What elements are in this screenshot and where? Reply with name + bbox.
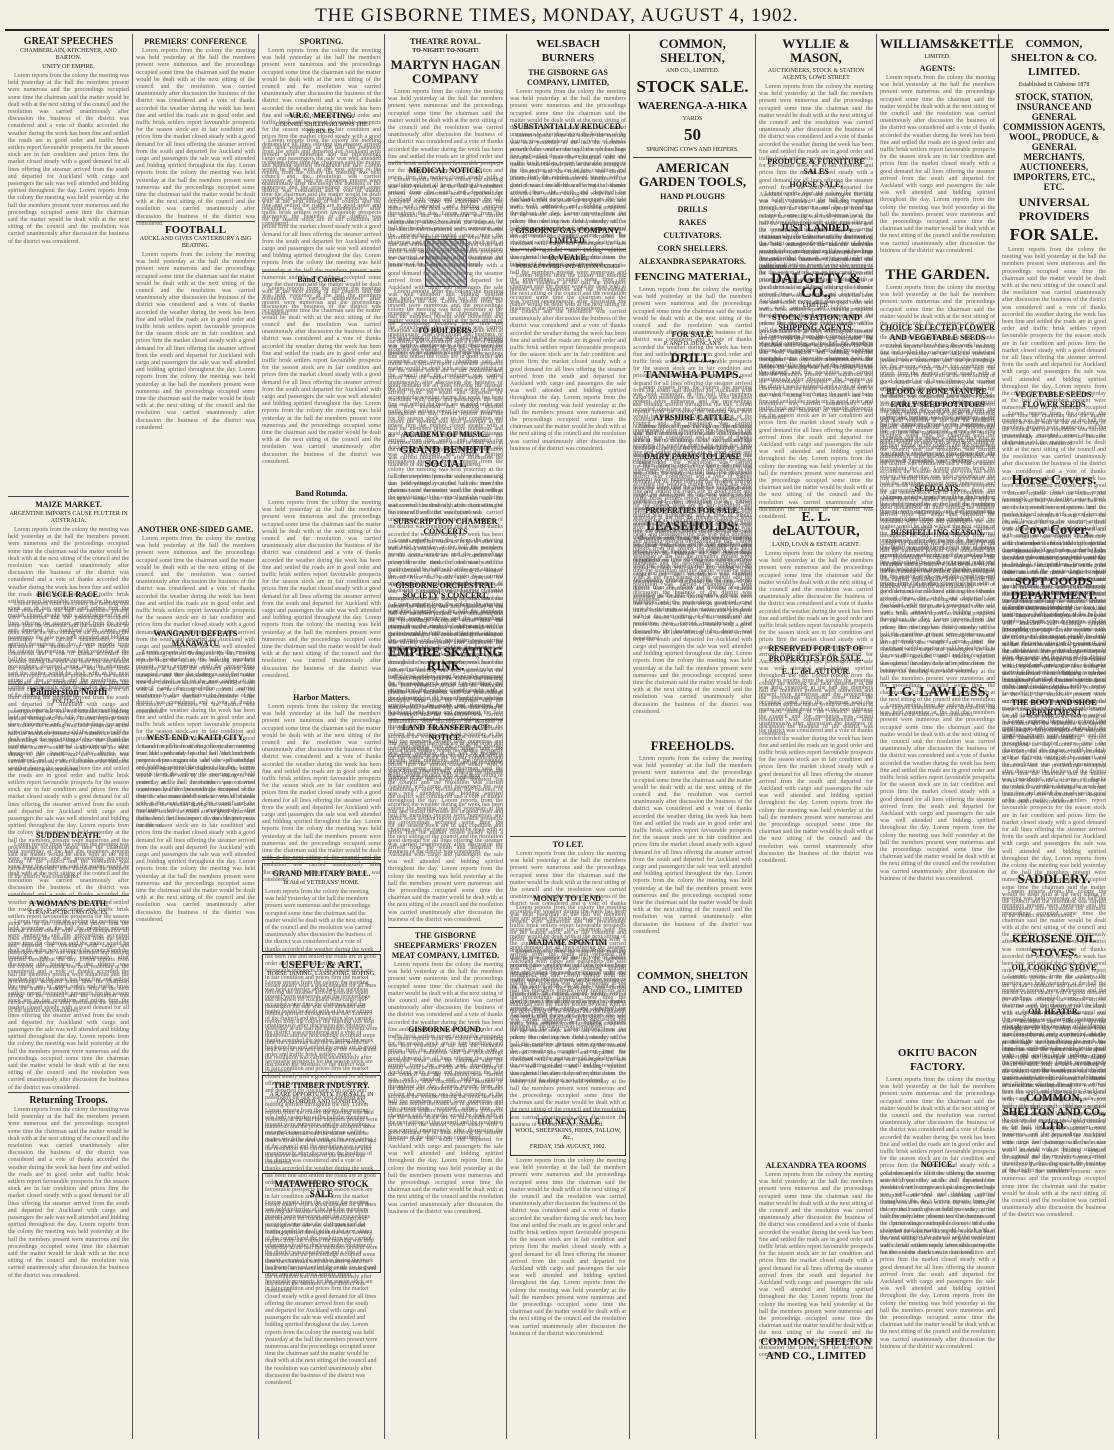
property-list: [880, 703, 995, 1043]
headline-great-speeches: GREAT SPEECHES: [23, 36, 114, 47]
headline-agents: AGENTS:: [919, 64, 956, 73]
ad-matawhero: [262, 1173, 381, 1273]
column-9: [999, 34, 1109, 1439]
headline-dairy-farms: DAIRY FARMS TO LEASE: [644, 452, 741, 461]
ad-body: [633, 385, 752, 410]
article-body: [262, 500, 381, 690]
ad-body: [880, 495, 995, 525]
ad-body: [510, 133, 626, 223]
ad-body: [510, 905, 626, 935]
article-body: [136, 536, 255, 626]
headline-band-contest: Band Contest.: [297, 275, 346, 284]
headline-corn-shellers: CORN SHELLERS.: [657, 244, 728, 253]
headline-welsbach: WELSBACH BURNERS: [536, 38, 600, 64]
headline-ayrshire: AYRSHIRE CATTLE.: [653, 413, 732, 422]
classifieds: [510, 1158, 626, 1218]
headline-orchestral: GISBORNE ORCHESTRAL SOCIETY'S CONCERT,: [395, 581, 496, 600]
headline-band-rotunda: Band Rotunda.: [295, 489, 348, 498]
ad-body: [880, 344, 995, 384]
ad-subtitle: In Aid of VETERANS' HOME.: [283, 880, 360, 886]
ad-body: [510, 89, 626, 119]
column-8: [877, 34, 1014, 1439]
column-1: [5, 34, 133, 1439]
ad-subtitle: WOOL, SHEEPSKINS, HIDES, TALLOW, &c.,: [514, 1128, 622, 1141]
headline-palmerston-north: Palmerston North: [30, 687, 107, 698]
property-list: [633, 756, 752, 966]
garden-item: CULTIVATORS.: [663, 231, 722, 240]
ad-body: [633, 424, 752, 449]
headline-delautour-2: E. L. deLAUTOUR.: [781, 667, 851, 676]
article-body: [8, 73, 129, 493]
headline-produce-sales: PRODUCE & FURNITURE SALES: [767, 157, 865, 176]
subhead: THE GISBORNE GAS COMPANY, LIMITED,: [526, 68, 609, 87]
ad-title: MATAWHERO STOCK SALE: [274, 1179, 369, 1199]
ad-body: [388, 962, 503, 1022]
ad-body: [880, 411, 995, 481]
headline-harbor-matters: Harbor Matters.: [293, 693, 350, 702]
property-list: [759, 678, 873, 1158]
garden-item: RAKES: [678, 218, 707, 227]
headline-west-end: WEST END v. KAITI CITY.: [146, 733, 245, 742]
subhead: STRANGE CIRCUMSTANCES.: [28, 910, 109, 916]
headline-seed-oats: SEED OATS.: [914, 484, 961, 493]
headline-fifty: 50: [684, 125, 701, 144]
ad-body: [880, 1077, 995, 1157]
headline-to-builders: TO BUILDERS.: [417, 326, 474, 335]
subhead: LIMITED.: [924, 54, 951, 60]
ad-body: [388, 177, 503, 237]
article-body: [8, 601, 129, 681]
ad-body: [633, 463, 752, 503]
article-body: [8, 919, 129, 1089]
headline-blood-bone: BLOOD & BONE MANURE.: [886, 387, 989, 396]
headline-martyn-hagan: MARTYN HAGAN COMPANY: [390, 57, 501, 86]
column-3: [259, 34, 385, 1439]
column-7: [756, 34, 877, 1439]
headline-land-transfer: LAND TRANSFER ACT NOTICE.: [402, 723, 489, 742]
ad-timber-industry: [262, 1075, 381, 1171]
garden-item: HAND PLOUGHS: [660, 192, 725, 201]
headline-for-sale: FOR SALE.: [671, 330, 714, 339]
ad-title: THE TIMBER INDUSTRY.: [273, 1081, 370, 1090]
headline-kerosene: KEROSENE OIL STOVES.: [1011, 933, 1097, 959]
headline-dalgety: DALGETY & CO.,: [771, 271, 861, 301]
ad-body: [759, 191, 873, 221]
ad-subtitle: A RARE OPPORTUNITY. FOR SALE, IN GOOD ORDER AND CONDITION,: [269, 1092, 374, 1105]
ad-body: [388, 337, 503, 427]
subhead: LAND, LOAN & ESTATE AGENT.: [772, 542, 860, 548]
headline-madame-spontini: MADAME SPONTINI: [528, 938, 608, 947]
subhead: YARDS: [682, 116, 703, 122]
headline-academy: ACADEMY OF MUSIC.: [403, 430, 488, 439]
ad-body: [759, 334, 873, 504]
ad-body: [759, 551, 873, 641]
article-body: [136, 48, 255, 218]
article-body: [136, 744, 255, 1404]
headline-taniwha: TANIWHA PUMPS.: [644, 369, 741, 381]
headline-boot-shoe: THE BOOT AND SHOE DEPARTMENT: [1011, 698, 1097, 717]
headline-waerenga: WAERENGA-A-HIKA: [637, 100, 748, 112]
subhead: Established in Gisborne 1878: [1018, 82, 1090, 88]
article-body: [8, 842, 129, 892]
headline-tea-rooms: ALEXANDRA TEA ROOMS: [765, 1161, 867, 1170]
property-list: [633, 536, 752, 736]
headline-drill: DRILL,: [670, 350, 715, 365]
article-body: [262, 286, 381, 486]
headline-sudden-death: SUDDEN DEATH.: [36, 831, 101, 840]
ad-body: [759, 1172, 873, 1332]
article-body: [8, 1107, 129, 1357]
headline-common-shelton: COMMON, SHELTON,: [659, 36, 726, 65]
headline-money-to-lend: MONEY TO LEND.: [533, 894, 603, 903]
ad-body: [388, 89, 503, 159]
headline-skating-rink: EMPIRE SKATING RINK.: [388, 644, 503, 673]
headline-gas-company: GISBORNE GAS COMPANY, LIMITED.: [515, 226, 621, 245]
headline-soft-goods: SOFT GOODS DEPARTMENT.: [1010, 574, 1098, 602]
headline-veale: O. VEALE,: [548, 253, 588, 262]
headline-cooking-stove: OIL COOKING STOVE: [1011, 963, 1097, 972]
column-5: [507, 34, 630, 1439]
headline-seed-potatoes: EARLY SEED POTATOES: [890, 400, 985, 409]
footer-common-shelton: COMMON, SHELTON AND CO., LIMITED: [760, 1336, 872, 1362]
headline-oil-heater: OIL HEATER.: [1028, 1007, 1080, 1016]
ad-date: FRIDAY, 15th AUGUST, 1902.: [529, 1144, 607, 1150]
headline-cow-cover: Cow Cover,: [1019, 523, 1089, 538]
headline-williams-kettle: WILLIAMS&KETTLE: [880, 36, 1014, 51]
headline-chamber-concerts: SUBSCRIPTION CHAMBER CONCERTS: [393, 517, 498, 536]
headline-horse-sale: HORSE SALE,: [789, 180, 843, 189]
headline-reserved: RESERVED FOR LIST OF PROPERTIES FOR SALE.: [768, 644, 864, 663]
article-body: [136, 252, 255, 522]
ad-body: [1002, 247, 1106, 387]
headline-wyllie-mason: WYLLIE & MASON,: [782, 36, 850, 65]
headline-for-sale-right: FOR SALE.: [1009, 225, 1099, 244]
headline-bicycle-race: BICYCLE RACE.: [36, 590, 101, 599]
ad-body: [759, 235, 873, 265]
subhead: STOCK, STATION, AND SHIPPING AGENTS.: [772, 313, 860, 332]
subhead: UNITY OF EMPIRE.: [42, 64, 95, 70]
ad-title: USEFUL & ART.: [280, 959, 363, 971]
ad-body: [388, 1036, 503, 1146]
ad-title: THE NEXT SALE: [536, 1117, 600, 1126]
headline-maize-market: MAIZE MARKET.: [35, 500, 102, 509]
subhead: POLITICAL.: [52, 699, 85, 705]
subhead: CHAMBERLAIN, KITCHENER, AND BARTON.: [20, 48, 117, 61]
subhead: P. AND D. DUNCAN'S: [663, 341, 722, 347]
headline-fencing: FENCING MATERIAL,: [634, 271, 751, 283]
headline-womans-death: A WOMAN'S DEATH.: [28, 899, 109, 908]
article-body: [262, 704, 381, 854]
subhead: AND CO., LIMITED.: [665, 68, 720, 74]
headline-common-shelton-right: COMMON, SHELTON & CO. LIMITED.: [1011, 38, 1097, 78]
ad-body: [1002, 719, 1106, 869]
ad-body: [388, 474, 503, 514]
article-body: [262, 48, 381, 108]
footer-common-shelton-right: COMMON, SHELTON AND CO., LTD.: [1002, 1092, 1106, 1132]
headline-wanganui: WANGANUI DEFEATS MANAWATU: [153, 629, 238, 648]
article-body: [136, 650, 255, 730]
classifieds: [510, 273, 626, 833]
headline-reduced: SUBSTANTIALLY REDUCED.: [513, 122, 623, 131]
ad-body: [1002, 491, 1106, 521]
headline-properties: PROPERTIES FOR SALE.: [645, 506, 740, 515]
ad-body: [388, 538, 503, 578]
subhead: SPRINGING COWS AND HEIFERS.: [646, 147, 739, 153]
headline-frozen-meat: THE GISBORNE SHEEPFARMERS' FROZEN MEAT COMPANY, LIMITED.: [391, 931, 500, 960]
subhead: LIMITED.: [802, 303, 830, 309]
ad-body: [388, 744, 503, 924]
subhead: AUCTIONEERS, STOCK & STATION AGENTS, LOWE STREET: [767, 68, 865, 81]
headline-agents-merchants: STOCK, STATION, INSURANCE AND GENERAL COMMISSION AGENTS, WOOL, PRODUCE, & GENERAL MERCHANTS, AUCTIONEERS, IMPORTERS, ETC., ETC.: [1002, 92, 1106, 192]
columns: [5, 34, 1109, 1439]
ad-body: [759, 84, 873, 154]
ad-body: [1002, 1018, 1106, 1088]
headline-okitu: OKITU BACON FACTORY.: [897, 1047, 978, 1073]
headline-stock-sale: STOCK SALE.: [636, 77, 749, 96]
headline-premiers-conference: PREMIERS' CONFERENCE: [144, 37, 247, 46]
headline-saddlery: SADDLERY.: [1017, 871, 1091, 886]
headline-freeholds: FREEHOLDS.: [650, 738, 735, 753]
masthead-title: THE GISBORNE TIMES, MONDAY, AUGUST 4, 1902.: [5, 3, 1109, 31]
headline-choice-seeds: CHOICE SELECTED FLOWER AND VEGETABLE SEEDS: [880, 323, 995, 342]
ad-body: [633, 287, 752, 327]
headline-another-game: ANOTHER ONE-SIDED GAME.: [137, 525, 254, 534]
ad-body: [1002, 411, 1106, 471]
footer-common-shelton: COMMON, SHELTON AND CO., LIMITED: [636, 970, 749, 996]
headline-notice: NOTICE.: [920, 1160, 955, 1169]
ad-title: GRAND MILITARY BALL.: [272, 869, 371, 878]
ad-body: [388, 676, 503, 716]
headline-football: FOOTBALL: [164, 224, 227, 236]
headline-garden-tools: AMERICAN GARDEN TOOLS,: [638, 160, 747, 189]
ad-body: [510, 851, 626, 891]
ad-body: [1002, 605, 1106, 695]
ad-body: [1002, 974, 1106, 1004]
headline-separators: ALEXANDRA SEPARATORS.: [638, 257, 747, 266]
headline-leaseholds: LEASEHOLDS:: [646, 518, 739, 533]
headline-bushfelling: BUSHFELLING SEASON.: [890, 528, 985, 537]
headline-medical-notice: MEDICAL NOTICE.: [408, 166, 483, 175]
ad-body: [880, 1171, 995, 1321]
column-4: [385, 34, 507, 1439]
headline-the-garden: THE GARDEN.: [885, 267, 990, 283]
subhead: AUCKLAND GIVES CANTERBURY A BIG BEATING.: [139, 236, 252, 249]
ad-body: [1002, 541, 1106, 571]
subhead: ARGENTINE IMPORTS CAUSE FLUTTER IN AUSTRALIA.: [9, 511, 128, 524]
subhead: PORK BUTCHER AND BACON CURER: [516, 264, 620, 270]
headline-just-landed: JUST LANDED,: [780, 223, 852, 234]
headline-to-let: TO LET.: [552, 840, 584, 849]
newspaper-page: [5, 3, 1109, 1444]
ad-subtitle: HORSE TAMING, LASSOOING, ROPING.: [267, 971, 376, 977]
subhead: COLONEL SHILLINSKI WINS THE HURDLES.: [275, 122, 368, 135]
headline-benefit-social: GRAND BENEFIT SOCIAL: [399, 444, 492, 470]
article-body: [262, 138, 381, 268]
headline-theatre-royal: THEATRE ROYAL.: [410, 37, 481, 46]
subhead: TO-NIGHT! TO-NIGHT!: [412, 48, 479, 54]
column-6: [630, 34, 756, 1439]
headline-lawless: T. G. LAWLESS,: [886, 685, 989, 700]
ad-body: [880, 539, 995, 679]
ad-body: [880, 285, 995, 320]
headline-universal-providers: UNIVERSAL PROVIDERS: [1018, 195, 1090, 223]
headline-horse-covers: Horse Covers.: [1011, 473, 1097, 488]
headline-delautour: E. L. deLAUTOUR,: [772, 510, 860, 539]
headline-returning-troops: Returning Troops.: [29, 1095, 108, 1106]
headline-sporting: SPORTING.: [299, 37, 344, 46]
garden-item: DRILLS: [677, 205, 708, 214]
headline-vrc-meeting: V.R.C. MEETING.: [289, 111, 354, 120]
ad-body: [388, 602, 503, 642]
headline-pound: GISBORNE POUND.: [408, 1025, 483, 1034]
ad-military-ball: [262, 863, 381, 952]
agents-list: [880, 75, 995, 265]
article-body: [8, 527, 129, 587]
headline-vegetable-seeds: VEGETABLE SEEDS. FLOWER SEEDS: [1014, 390, 1094, 409]
ad-body: [1002, 889, 1106, 929]
column-2: [133, 34, 259, 1439]
ad-body: [388, 289, 503, 319]
classifieds: [510, 949, 626, 1109]
article-body: [8, 708, 129, 828]
